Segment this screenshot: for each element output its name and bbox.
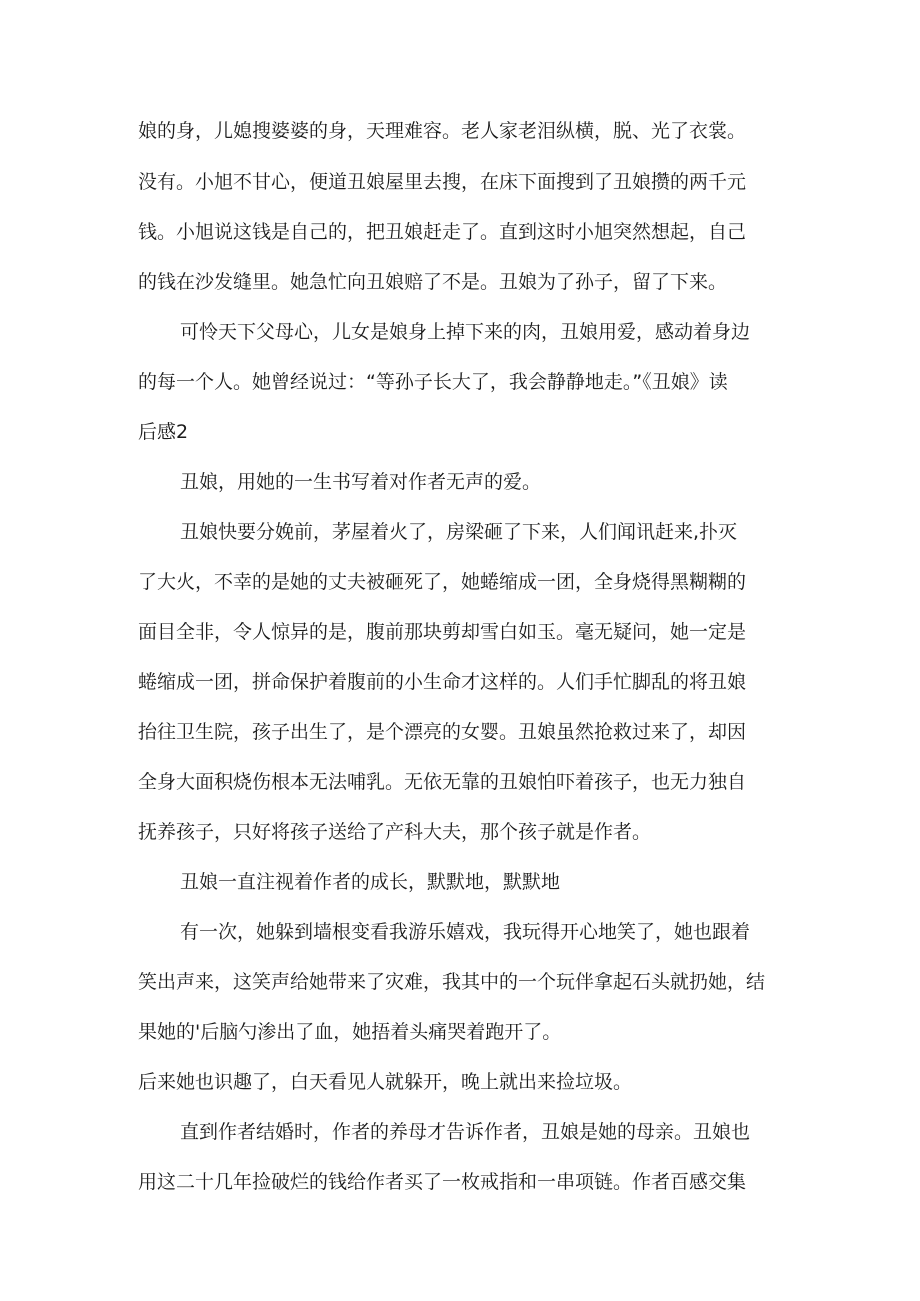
text-line: 全身大面积烧伤根本无法哺乳。无依无靠的丑娘怕吓着孩子，也无力独自 [138, 771, 747, 793]
text-line: 了大火，不幸的是她的丈夫被砸死了，她蜷缩成一团，全身烧得黑糊糊的 [138, 571, 747, 593]
text-line: 直到作者结婚时，作者的养母才告诉作者，丑娘是她的母亲。丑娘也 [180, 1121, 751, 1143]
text-line: 蜷缩成一团，拼命保护着腹前的小生命才这样的。人们手忙脚乱的将丑娘 [138, 671, 747, 693]
text-line: 抬往卫生院，孩子出生了，是个漂亮的女婴。丑娘虽然抢救过来了，却因 [138, 721, 747, 743]
text-line: 有一次，她躲到墙根变看我游乐嬉戏，我玩得开心地笑了，她也跟着 [180, 921, 751, 943]
text-line: 面目全非，令人惊异的是，腹前那块剪却雪白如玉。毫无疑问，她一定是 [138, 621, 747, 643]
text-line: 的钱在沙发缝里。她急忙向丑娘赔了不是。丑娘为了孙子，留了下来。 [138, 271, 728, 293]
text-line: 笑出声来，这笑声给她带来了灾难，我其中的一个玩伴拿起石头就扔她，结 [138, 971, 766, 993]
text-line: 娘的身，儿媳搜婆婆的身，天理难容。老人家老泪纵横，脱、光了衣裳。 [138, 120, 747, 142]
text-line: 的每一个人。她曾经说过：“等孙子长大了，我会静静地走。”《丑娘》读 [138, 371, 728, 393]
text-line: 丑娘快要分娩前，茅屋着火了，房梁砸了下来，人们闻讯赶来,扑灭 [180, 521, 738, 543]
text-line: 抚养孩子，只好将孩子送给了产科大夫，那个孩子就是作者。 [138, 821, 652, 843]
text-line: 钱。小旭说这钱是自己的，把丑娘赶走了。直到这时小旭突然想起，自己 [138, 221, 747, 243]
text-line: 用这二十几年捡破烂的钱给作者买了一枚戒指和一串项链。作者百感交集 [138, 1171, 747, 1193]
text-line: 后来她也识趣了，白天看见人就躲开，晚上就出来捡垃圾。 [138, 1071, 633, 1093]
text-line: 没有。小旭不甘心，便道丑娘屋里去搜，在床下面搜到了丑娘攒的两千元 [138, 171, 747, 193]
section-heading: 后感2 [138, 421, 189, 443]
text-line: 可怜天下父母心，儿女是娘身上掉下来的肉，丑娘用爱，感动着身边 [180, 321, 751, 343]
text-line: 丑娘一直注视着作者的成长，默默地，默默地 [180, 871, 561, 893]
text-line: 果她的'后脑勺渗出了血，她捂着头痛哭着跑开了。 [138, 1021, 562, 1043]
text-line: 丑娘，用她的一生书写着对作者无声的爱。 [180, 471, 542, 493]
